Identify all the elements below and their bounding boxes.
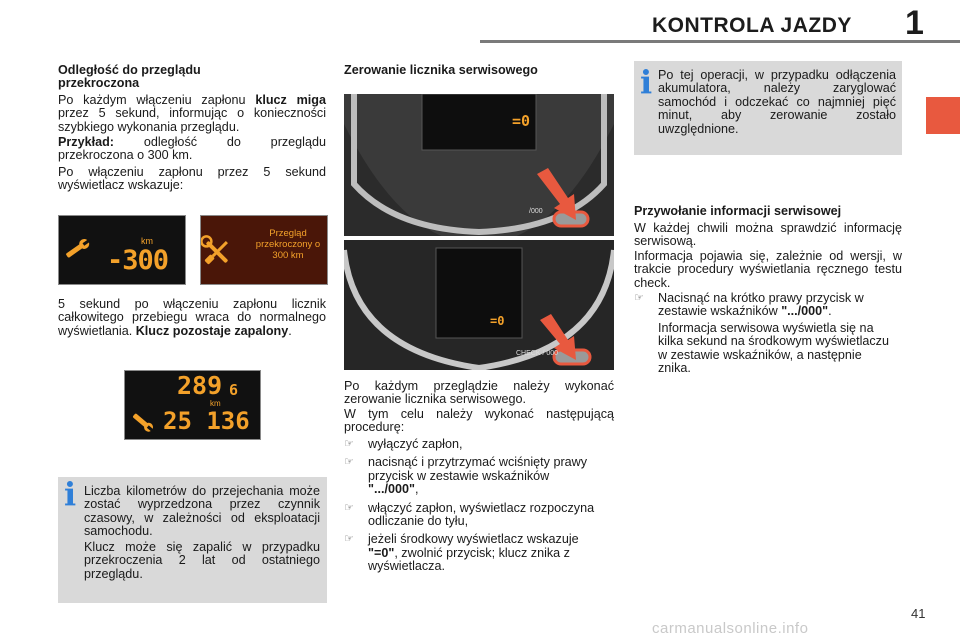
display-message <box>251 228 325 261</box>
text-run: , <box>414 482 419 497</box>
display-panel-odometer <box>124 370 261 440</box>
paragraph-display-shows: Po włączeniu zapłonu przez 5 sekund wyświetlacz wskazuje: <box>58 165 326 193</box>
text-run: . <box>288 323 292 338</box>
page-title: KONTROLA JAZDY <box>652 14 852 37</box>
text-run: . <box>828 304 832 319</box>
text-run: przez 5 sekund, informując o konieczności szybkiego wykonania przeglądu. <box>58 106 326 134</box>
bullet-hand-icon: ☞ <box>344 533 354 546</box>
list-item <box>344 533 614 573</box>
chapter-number: 1 <box>905 4 924 42</box>
text-run: jeżeli środkowy wyświetlacz wskazuje <box>368 532 579 547</box>
info-paragraph: Liczba kilometrów do przejechania może zostać wyprzedzona przez czynnik czasowy, w zależności od eksploatacji samochodu. <box>84 484 320 539</box>
paragraph-reset-1: Po każdym przeglądzie należy wykonać zerowanie licznika serwisowego. <box>344 379 614 407</box>
info-icon: i <box>640 63 653 101</box>
cluster-photo-1-svg <box>344 94 614 236</box>
section-heading-reset: Zerowanie licznika serwisowego <box>344 63 538 77</box>
paragraph-example <box>58 136 326 163</box>
list-item-text <box>368 438 598 451</box>
list-item-text <box>368 533 598 573</box>
info-icon: i <box>64 475 77 513</box>
watermark: carmanualsonline.info <box>652 620 809 637</box>
list-item-text <box>368 456 598 496</box>
section-heading-overdue: Odległość do przeglądu przekroczona <box>58 63 201 91</box>
info-paragraph: Klucz może się zapalić w przypadku przekroczenia 2 lat od ostatniego przeglądu. <box>84 540 320 581</box>
header-rule <box>480 40 960 43</box>
display-message-line: 300 km <box>272 250 304 261</box>
cluster-photo-2 <box>344 240 614 370</box>
display-value-overdue: -300 <box>107 245 169 276</box>
text-run: nacisnąć i przytrzymać wciśnięty prawy przycisk w zestawie wskaźników <box>368 455 588 483</box>
wrench-screwdriver-icon <box>201 234 230 265</box>
paragraph-overdue-1 <box>58 94 326 134</box>
wrench-icon <box>131 412 155 434</box>
info-box-battery <box>634 61 902 155</box>
photo1-button-label: /000 <box>529 208 543 215</box>
info-box-time-factor <box>58 477 327 603</box>
display-panel-message <box>200 215 328 285</box>
text-run: włączyć zapłon, wyświetlacz rozpoczyna odliczanie do tyłu, <box>368 500 595 529</box>
odometer-unit-km: km <box>210 399 221 408</box>
odometer-value: 25 136 <box>163 407 250 435</box>
display-panel-km <box>58 215 186 285</box>
bullet-hand-icon: ☞ <box>634 292 644 304</box>
cluster-photo-1 <box>344 94 614 236</box>
list-item-text <box>658 292 898 319</box>
paragraph-recall-2: Informacja pojawia się, zależnie od wersji, w trakcie procedury wyświetlania ręcznego testu check. <box>634 249 902 290</box>
section-heading-recall: Przywołanie informacji serwisowej <box>634 204 842 218</box>
page-number: 41 <box>911 606 926 621</box>
text-run: Po każdym włączeniu zapłonu <box>58 93 256 107</box>
text-run: odległość do przeglądu przekroczona o 300 km. <box>58 135 326 163</box>
paragraph-after-5s <box>58 298 326 338</box>
text-run-bold: Klucz pozostaje zapalony <box>135 323 289 338</box>
text-run-bold: "=0" <box>368 545 395 560</box>
paragraph-recall-3: Informacja serwisowa wyświetla się na kilka sekund na środkowym wyświetlaczu w zestawie wskaźników, a następnie znika. <box>658 321 889 376</box>
cluster-photo-2-svg <box>344 240 614 370</box>
photo1-display: =0 <box>512 112 531 130</box>
list-item <box>634 292 902 319</box>
display-message-line: przekroczony o <box>255 239 321 250</box>
text-run-bold: Przykład: <box>58 135 114 149</box>
photo2-display: =0 <box>490 314 505 328</box>
bullet-hand-icon: ☞ <box>344 501 354 514</box>
wrench-icon <box>64 236 92 260</box>
list-item <box>344 502 614 529</box>
list-item <box>344 456 614 496</box>
chapter-tab <box>926 97 960 134</box>
text-run-bold: ".../000" <box>781 304 829 319</box>
display-unit-km: km <box>141 236 153 246</box>
display-message-line: Przegląd <box>269 228 307 239</box>
text-run: , zwolnić przycisk; klucz znika z wyświetlacza. <box>368 545 570 574</box>
text-run: wyłączyć zapłon, <box>368 437 463 451</box>
bullet-hand-icon: ☞ <box>344 456 354 469</box>
info-paragraph: Po tej operacji, w przypadku odłączenia akumulatora, należy zaryglować samochód i odczekać co najmniej pięć minut, aby zerowanie zostało uwzględnione. <box>658 68 896 136</box>
paragraph-reset-2: W tym celu należy wykonać następującą procedurę: <box>344 407 614 435</box>
photo2-button-label: CHECK / 000 <box>516 350 559 357</box>
reset-procedure-list <box>344 438 614 574</box>
text-run-bold: ".../000" <box>368 482 415 497</box>
trip-decimal: 6 <box>229 381 239 399</box>
odometer-wrench-svg <box>131 407 161 435</box>
paragraph-recall-1: W każdej chwili można sprawdzić informację serwisową. <box>634 221 902 249</box>
text-run-bold: klucz miga <box>255 93 326 107</box>
trip-value: 289 <box>177 371 223 400</box>
list-item <box>344 438 614 451</box>
bullet-hand-icon: ☞ <box>344 438 354 450</box>
list-item-text <box>368 502 598 529</box>
text-run: 5 sekund po włączeniu zapłonu licznik całkowitego przebiegu wraca do normalnego wyświetlania. <box>58 297 326 338</box>
text-run: Nacisnąć na krótko prawy przycisk w zestawie wskaźników <box>658 291 864 319</box>
